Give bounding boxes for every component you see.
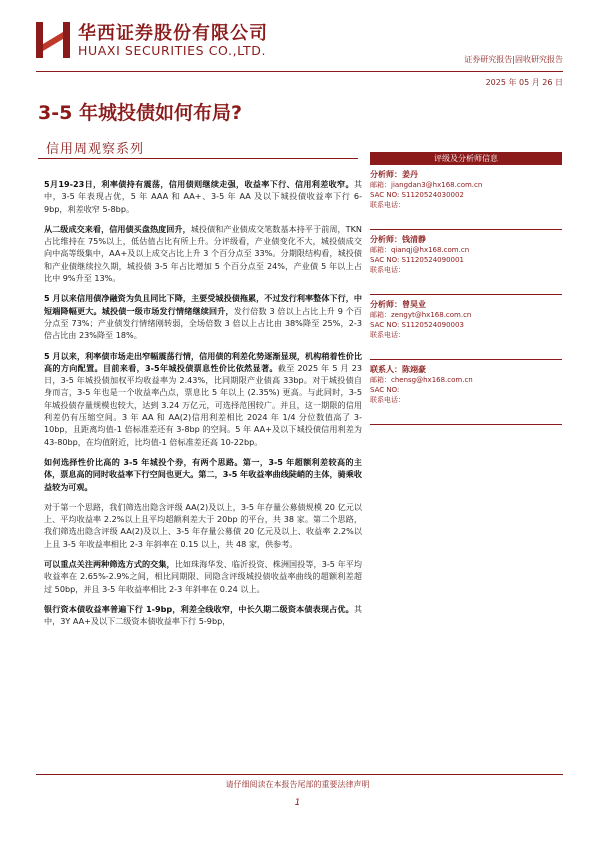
footer-divider: [36, 774, 563, 775]
paragraph: 对于第一个思路，我们筛选出隐含评级 AA(2)及以上，3-5 年存量公募债规模 20 亿元以上、平均收益率 2.2%以上且平均超额利差大于 20bp 的平台，共 38 家。第二个思路，我们筛选出隐含评级 AA(2)及以上、3-5 年存量公募债 20 亿元及以上、收益率 2.2%以上且 3-5 年收益率相比 2-3 年斜率在 0.15 以上，共 48 家，供参考。: [44, 501, 362, 549]
analyst-phone-label: 联系电话：: [370, 331, 405, 339]
sidebar-heading: 评级及分析师信息: [370, 152, 562, 165]
analyst-role: 分析师：: [370, 170, 402, 179]
analyst-email-link[interactable]: qianqj@hx168.com.cn: [391, 246, 470, 254]
page-number: 1: [294, 798, 301, 808]
company-name-en: HUAXI SECURITIES CO.,LTD.: [78, 43, 267, 58]
paragraph: 从二级成交来看，信用债买盘热度回升，城投债和产业债成交笔数基本持平于前周，TKN 占比维持在 75%以上，低估值占比有所上升。分评级看，产业债变化不大，城投债成交向中高等级集中，AA+及以上成交占比上升 3 个百分点至 33%。分期限结构看，城投债和产业债继续拉久期，城投债 3-5 年占比增加 5 个百分点至 24%，产业债 5 年以上占比中 9%升至 13%。: [44, 223, 362, 284]
analyst-role: 分析师：: [370, 300, 402, 309]
report-type: 证券研究报告|固收研究报告: [464, 55, 563, 64]
analyst-sac: SAC NO: S1120524090003: [370, 321, 464, 329]
analyst-email-link[interactable]: zengyt@hx168.com.cn: [391, 311, 472, 319]
contact-card: 联系人：陈翊豪 邮箱：chensg@hx168.com.cn SAC NO: 联系电话：: [370, 362, 562, 425]
report-date: 2025 年 05 月 26 日: [485, 78, 563, 87]
paragraph: 5月19-23日，利率债持有震荡，信用债则继续走强，收益率下行、信用利差收窄。其中，3-5 年表现占优，5 年 AAA 和 AA+、3-5 年 AA 及以下城投债收益率下行 6-9bp，利差收窄 5-8bp。: [44, 179, 362, 214]
contact-email-link[interactable]: chensg@hx168.com.cn: [391, 376, 473, 384]
company-name-cn: 华西证券股份有限公司: [78, 23, 268, 44]
analyst-sac: SAC NO: S1120524030002: [370, 191, 464, 199]
contact-phone-label: 联系电话：: [370, 396, 405, 404]
series-name: 信用周观察系列: [46, 142, 145, 157]
analyst-card: 分析师：曾昊业 邮箱：zengyt@hx168.com.cn SAC NO: S1120524090003 联系电话：: [370, 297, 562, 360]
contact-sac: SAC NO:: [370, 386, 400, 394]
analyst-phone-label: 联系电话：: [370, 201, 405, 209]
analyst-role: 分析师：: [370, 235, 402, 244]
report-body: [44, 178, 362, 636]
analyst-sac: SAC NO: S1120524090001: [370, 256, 464, 264]
paragraph: 银行资本债收益率普遍下行 1-9bp，利差全线收窄，中长久期二级资本债表现占优。其中，3Y AA+及以下二级资本债收益率下行 5-9bp，: [44, 603, 362, 627]
analyst-email-link[interactable]: jiangdan3@hx168.com.cn: [391, 181, 483, 189]
analyst-name: 曾昊业: [402, 300, 426, 309]
analyst-name: 钱清静: [402, 235, 426, 244]
legal-disclaimer-note: 请仔细阅读在本报告尾部的重要法律声明: [225, 780, 370, 789]
analyst-card: 分析师：钱清静 邮箱：qianqj@hx168.com.cn SAC NO: S1120524090001 联系电话：: [370, 232, 562, 295]
analyst-sidebar: [370, 152, 562, 425]
paragraph: 可以重点关注两种筛选方式的交集，比如珠海华发、临沂投资、株洲国投等，3-5 年平均收益率在 2.65%-2.9%之间，相比同期限、同隐含评级城投债收益率曲线的超额利差超过 50bp，并且 3-5 年收益率相比 2-3 年斜率在 0.24 以上。: [44, 559, 362, 594]
analyst-card: 分析师：姜丹 邮箱：jiangdan3@hx168.com.cn SAC NO: S1120524030002 联系电话：: [370, 167, 562, 230]
paragraph: 5 月以来，利率债市场走出窄幅震荡行情，信用债的利差化势逐渐显现，机构稍着性价比高的方向配置。目前来看，3-5年城投债票息性价比依然显著。截至 2025 年 5 月 23 日，3-5 年城投债加权平均收益率为 2.43%，比同期限产业债高 33bp。对于城投债自身而言，3-5 年也是一个收益率凸点，票息比 5 年以上 (2.35%) 更高。与此同时，3-5 年城投债存量规模也较大，达到 3.24 万亿元，可选择范围较广。并且，这一期限的信用利差仍有压缩空间。3 年 AA 和 AA(2)信用利差相比 2024 年 1/4 分位数值高了 3-10bp，且距离均值-1 倍标准差还有 3-8bp 的空间。5 年 AA+及以下城投债信用利差为 43-80bp，在均值附近，比均值-1 倍标准差还高 10-22bp。: [44, 350, 362, 447]
paragraph: 如何选择性价比高的 3-5 年城投个券，有两个思路。第一，3-5 年超额利差较高的主体，票息高的同时收益率下行空间也更大。第二，3-5 年收益率曲线陡峭的主体，骑乘收益较为可观。: [44, 456, 362, 492]
series-divider: [38, 158, 358, 159]
analyst-phone-label: 联系电话：: [370, 266, 405, 274]
analyst-name: 姜丹: [402, 170, 418, 179]
contact-role: 联系人：: [370, 365, 402, 374]
header-divider: [36, 71, 563, 72]
contact-name: 陈翊豪: [402, 365, 426, 374]
report-title: 3-5 年城投债如何布局?: [38, 102, 242, 124]
huaxi-logo-icon: [36, 20, 70, 60]
paragraph: 5 月以来信用债净融资为负且同比下降，主要受城投债拖累，不过发行利率整体下行，中短端降幅更大。城投债一级市场发行情绪继续回升，发行倍数 3 倍以上占比上升 9 个百分点至 73%；产业债发行情绪刚转弱，全场倍数 3 倍以上占比由 38%降至 25%，2-3 倍占比由 23%降至 18%。: [44, 293, 362, 341]
